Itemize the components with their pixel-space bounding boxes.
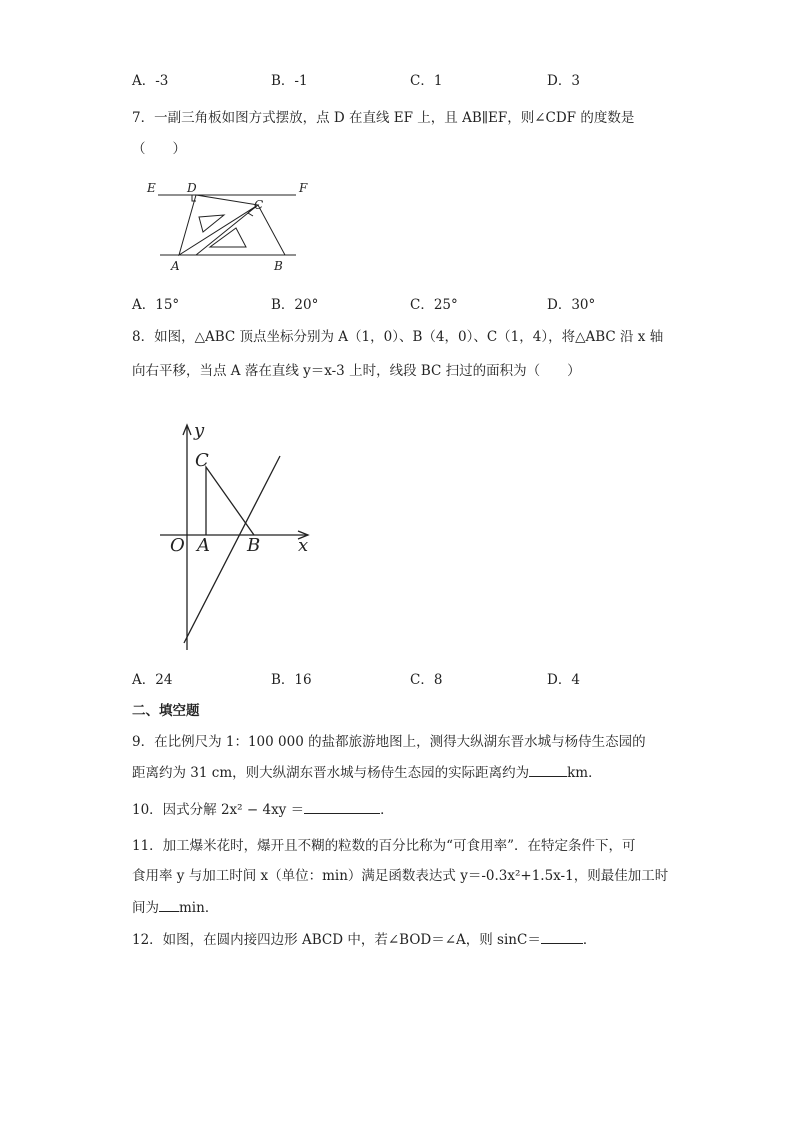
- q11-answer-blank[interactable]: [159, 899, 179, 912]
- q11-line3: [132, 899, 218, 917]
- label-c: C: [254, 198, 264, 212]
- q6-option-d[interactable]: D．3: [547, 73, 580, 89]
- q9-line2: [132, 764, 602, 782]
- q12-period: ．: [582, 932, 597, 948]
- q8-option-c[interactable]: C．8: [410, 672, 443, 688]
- triangle-large-hole: [210, 228, 246, 247]
- label-o: O: [170, 535, 185, 556]
- q9-answer-blank[interactable]: [529, 764, 567, 777]
- triangle-small: [179, 195, 258, 255]
- label-f: F: [299, 181, 308, 195]
- q11-line1: 11．加工爆米花时，爆开且不糊的粒数的百分比称为“可食用率”．在特定条件下，可: [132, 838, 636, 854]
- q10-answer-blank[interactable]: [304, 801, 380, 814]
- q12-line: [132, 931, 596, 949]
- q7-option-d[interactable]: D．30°: [547, 297, 596, 313]
- q7-option-b[interactable]: B．20°: [271, 297, 319, 313]
- q8-option-b[interactable]: B．16: [271, 672, 312, 688]
- label-c: C: [195, 450, 209, 471]
- label-d: D: [187, 181, 197, 195]
- q7-stem-line2: （ ）: [132, 141, 186, 157]
- q6-option-b[interactable]: B．-1: [271, 73, 308, 89]
- q6-option-a[interactable]: A．-3: [132, 73, 169, 89]
- q12-answer-blank[interactable]: [541, 931, 583, 944]
- label-x: x: [298, 535, 309, 556]
- q7-option-a[interactable]: A．15°: [132, 297, 180, 313]
- label-b: B: [247, 535, 261, 556]
- label-e: E: [147, 181, 156, 195]
- triangle-abc: [206, 467, 254, 535]
- label-a: A: [197, 535, 210, 556]
- label-a: A: [171, 259, 180, 273]
- q9-line2-text: 距离约为 31 cm，则大纵湖东晋水城与杨侍生态园的实际距离约为: [132, 765, 530, 781]
- section-title: 二、填空题: [132, 703, 200, 719]
- q9-line2-unit: km．: [567, 765, 602, 781]
- q9-line1: 9．在比例尺为 1：100 000 的盐都旅游地图上，测得大纵湖东晋水城与杨侍生态园的: [132, 734, 646, 750]
- q10-period: ．: [380, 802, 394, 818]
- q10-text: 10．因式分解 2x² − 4xy ＝: [132, 802, 305, 818]
- q8-option-a[interactable]: A．24: [132, 672, 173, 688]
- q8-stem-line1: 8．如图，△ABC 顶点坐标分别为 A（1，0）、B（4，0）、C（1，4），将△ABC 沿 x 轴: [132, 329, 664, 345]
- q7-figure: [140, 175, 310, 275]
- q11-line2: 食用率 y 与加工时间 x（单位：min）满足函数表达式 y＝-0.3x²+1.5x-1，则最佳加工时: [132, 868, 669, 884]
- q8-option-d[interactable]: D．4: [547, 672, 580, 688]
- q11-line3-unit: min．: [179, 900, 219, 916]
- q6-option-c[interactable]: C．1: [410, 73, 443, 89]
- q8-stem-line2: 向右平移，当点 A 落在直线 y＝x-3 上时，线段 BC 扫过的面积为（ ）: [132, 363, 581, 379]
- label-y: y: [194, 420, 205, 441]
- q11-line3-text: 间为: [132, 900, 159, 916]
- q7-option-c[interactable]: C．25°: [410, 297, 458, 313]
- q10-line: [132, 801, 394, 819]
- label-b: B: [274, 259, 283, 273]
- q12-text: 12．如图，在圆内接四边形 ABCD 中，若∠BOD＝∠A，则 sinC＝: [132, 932, 541, 948]
- q8-figure: [150, 415, 330, 655]
- q7-stem-line1: 7．一副三角板如图方式摆放，点 D 在直线 EF 上，且 AB∥EF，则∠CDF 的度数是: [132, 110, 635, 126]
